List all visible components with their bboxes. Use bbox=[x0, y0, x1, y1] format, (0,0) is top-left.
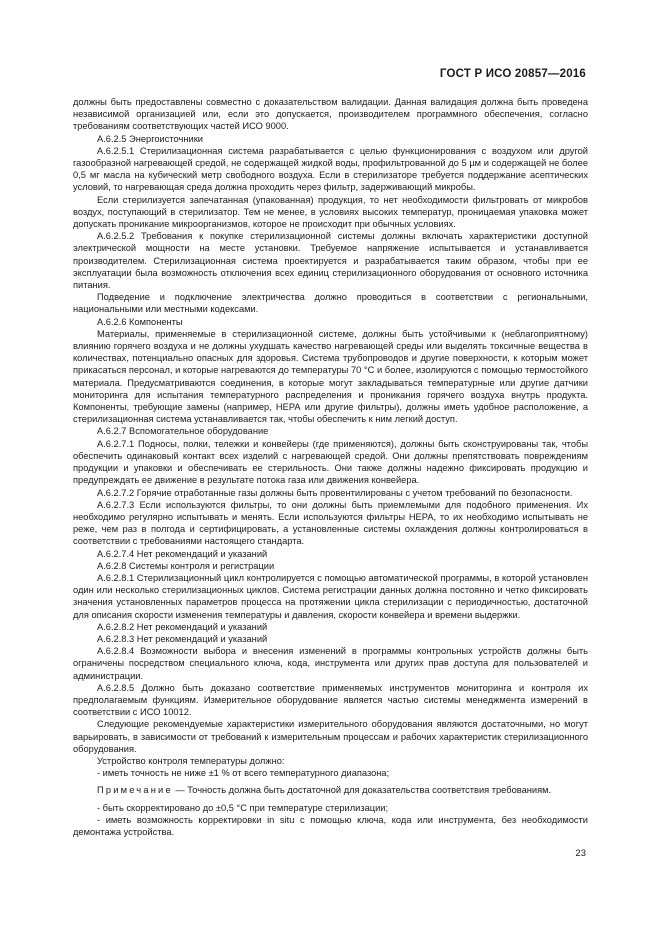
body-paragraph: А.6.2.7.2 Горячие отработанные газы должны быть провентилированы с учетом требований по безопасности. bbox=[97, 487, 573, 498]
note-label: Примечание bbox=[97, 785, 173, 796]
body-paragraph: Устройство контроля температуры должно: bbox=[97, 755, 285, 766]
body-paragraph: А.6.2.5.2 Требования к покупке стерилизационной системы должны включать характеристики доступной электрической мощности на месте установки. Требуемое напряжение испытывается и устанавливается производителем. Стерилизационная система проектируется и разрабатывается таким образом, чтобы при ее эксплуатации была возможность отключения всех единиц стерилизационного оборудования от основного источника питания. bbox=[73, 231, 588, 291]
note-paragraph bbox=[73, 784, 588, 796]
body-paragraph: А.6.2.7.4 Нет рекомендаций и указаний bbox=[97, 548, 268, 559]
body-paragraph: Подведение и подключение электричества должно проводиться в соответствии с региональными, национальными или местными кодексами. bbox=[73, 292, 588, 315]
note-text: — Точность должна быть достаточной для доказательства соответствия требованиям. bbox=[172, 785, 552, 796]
body-paragraph: А.6.2.8.3 Нет рекомендаций и указаний bbox=[97, 633, 268, 644]
body-paragraph: А.6.2.6 Компоненты bbox=[97, 316, 183, 327]
document-body bbox=[73, 96, 588, 838]
document-id-header: ГОСТ Р ИСО 20857—2016 bbox=[439, 68, 586, 80]
body-paragraph: А.6.2.8.5 Должно быть доказано соответствие применяемых инструментов мониторинга и контроля их предполагаемым функциям. Измерительное оборудование является частью системы менеджмента измерений в соответствии с ИСО 10012. bbox=[73, 682, 588, 718]
body-paragraph: А.6.2.8.2 Нет рекомендаций и указаний bbox=[97, 621, 268, 632]
body-paragraph: Если стерилизуется запечатанная (упакованная) продукция, то нет необходимости фильтровать от микробов воздух, поступающий в стерилизатор. Тем не менее, в условиях высоких температур, проницаемая упаковка может допускать проникание микроорганизмов, которое не происходит при обычных условиях. bbox=[73, 194, 588, 230]
body-paragraph: А.6.2.7.1 Подносы, полки, тележки и конвейеры (где применяются), должны быть сконструированы так, чтобы обеспечить одинаковый контакт всех изделий с нагревающей средой. Они должны препятствовать повреждениям продукции и упаковки и обеспечивать ее стерильность. Они также должны надежно фиксировать продукцию и предупреждать ее движение в результате потока газа или движения конвейера. bbox=[73, 438, 588, 486]
page-number: 23 bbox=[575, 848, 586, 859]
body-paragraph: Материалы, применяемые в стерилизационной системе, должны быть устойчивыми к (неблагоприятному) влиянию горячего воздуха и не должны ухудшать качество нагревающей среды или выделять токсичные вещества в количествах, потенциально опасных для здоровья. Система трубопроводов и другие поверхности, к которым может прикасаться персонал, и которые нагреваются до температуры 70 °С и более, изолируются с помощью термостойкого материала. Предусматриваются соединения, в которые могут закладываться температурные или другие датчики мониторинга для испытания температурного распределения и проникания горячего воздуха внутрь продукта. Компоненты, требующие замены (например, НЕРА или другие фильтры), должны иметь удобное расположение, а стерилизационная система устанавливается так, чтобы обеспечить к ним легкий доступ. bbox=[73, 328, 588, 425]
body-paragraph: должны быть предоставлены совместно с доказательством валидации. Данная валидация должна быть проведена независимой организацией или, если это допускается, производителем программного обеспечения, согласно требованиям соответствующих частей ИСО 9000. bbox=[73, 97, 588, 132]
body-paragraph: - быть скорректировано до ±0,5 °С при температуре стерилизации; bbox=[97, 802, 389, 813]
body-paragraph: - иметь точность не ниже ±1 % от всего температурного диапазона; bbox=[97, 768, 390, 779]
body-paragraph: А.6.2.7.3 Если используются фильтры, то они должны быть приемлемыми для подобного применения. Их необходимо регулярно испытывать и менять. Если используются фильтры НЕРА, то их необходимо испытывать не реже, чем раз в полгода и сертифицировать, а установленные системы охлаждения должны контролироваться в соответствии с требованиями настоящего стандарта. bbox=[73, 499, 588, 547]
body-paragraph: А.6.2.8.1 Стерилизационный цикл контролируется с помощью автоматической программы, в которой установлен один или несколько стерилизационных циклов. Система регистрации данных должна постоянно и четко фиксировать значения установленных параметров процесса на протяжении цикла стерилизации с периодичностью, достаточной для описания скорости изменения температуры и давления, скорости конвейера и времени выдержки. bbox=[73, 572, 588, 620]
body-paragraph: А.6.2.8 Системы контроля и регистрации bbox=[97, 560, 275, 571]
body-paragraph: А.6.2.5.1 Стерилизационная система разрабатывается с целью функционирования с воздухом или другой газообразной нагревающей средой, не содержащей жидкой воды, профильтрованной до 5 µм и содержащей не более 0,5 мг масла на кубический метр свободного воздуха. Если в стерилизаторе требуется поддержание асептических условий, то нагревающая среда должна проходить через фильтр, задерживающий микробы. bbox=[73, 145, 588, 193]
body-paragraph: Следующие рекомендуемые характеристики измерительного оборудования являются достаточными, но могут варьировать, в зависимости от требований к измерительным процессам и рабочих характеристик стерилизационного оборудования. bbox=[73, 719, 588, 754]
body-paragraph: А.6.2.8.4 Возможности выбора и внесения изменений в программы контрольных устройств должны быть ограничены посредством специального ключа, кода, инструмента или других прав доступа для пользователей и администрации. bbox=[73, 646, 588, 681]
paragraph-group-main bbox=[73, 96, 588, 779]
paragraph-group-after-note bbox=[73, 802, 588, 839]
body-paragraph: А.6.2.5 Энергоисточники bbox=[97, 133, 203, 144]
body-paragraph: - иметь возможность корректировки in situ с помощью ключа, кода или инструмента, без необходимости демонтажа устройства. bbox=[73, 814, 588, 837]
body-paragraph: А.6.2.7 Вспомогательное оборудование bbox=[97, 426, 269, 437]
